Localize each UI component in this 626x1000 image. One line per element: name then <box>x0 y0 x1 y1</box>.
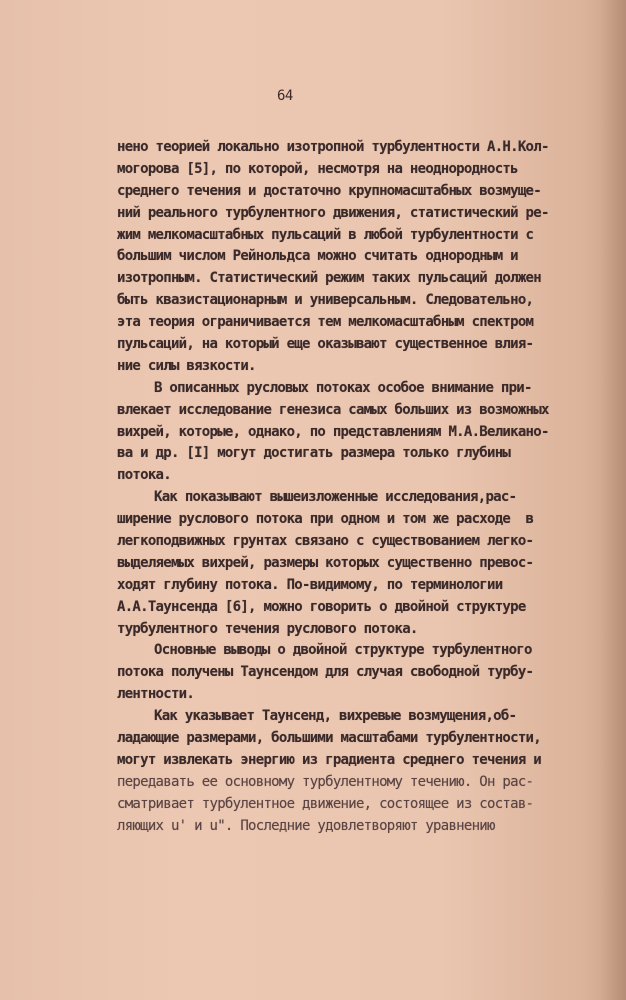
body-text <box>117 137 587 838</box>
paragraph-start-line: Основные выводы о двойной структуре турбулентного <box>154 642 532 659</box>
text-line: пульсаций, на который еще оказывают существенное влия- <box>117 336 534 353</box>
text-line: ладающие размерами, большими масштабами турбулентности, <box>117 730 541 747</box>
text-line: ва и др. [I] могут достигать размера только глубины <box>117 445 511 462</box>
text-line: среднего течения и достаточно крупномасштабных возмуще- <box>117 182 541 199</box>
text-line: быть квазистационарным и универсальным. Следовательно, <box>117 292 534 309</box>
text-line: изотропным. Статистический режим таких пульсаций должен <box>117 270 541 287</box>
page-edge-shadow <box>600 0 626 1000</box>
text-line: влекает исследование генезиса самых больших из возможных <box>117 401 549 418</box>
text-line: могорова [5], по которой, несмотря на неоднородность <box>117 160 518 177</box>
text-line: эта теория ограничивается тем мелкомасштабным спектром <box>117 314 534 331</box>
paragraph-start-line: Как указывает Таунсенд, вихревые возмущения,об- <box>154 708 517 725</box>
text-line: могут извлекать энергию из градиента среднего течения и <box>117 751 541 768</box>
text-line: жим мелкомасштабных пульсаций в любой турбулентности с <box>117 226 534 243</box>
text-line: лентности. <box>117 686 195 703</box>
text-line: вихрей, которые, однако, по представлениям М.А.Великано- <box>117 423 549 440</box>
text-line: передавать ее основному турбулентному течению. Он рас- <box>117 773 534 790</box>
paragraph-start-line: В описанных русловых потоках особое внимание при- <box>154 379 532 396</box>
text-line: потока получены Таунсендом для случая свободной турбу- <box>117 664 534 681</box>
text-line: нено теорией локально изотропной турбулентности А.Н.Кол- <box>117 139 549 155</box>
text-line: ходят глубину потока. По-видимому, по терминологии <box>117 576 503 593</box>
text-line: большим числом Рейнольдса можно считать однородным и <box>117 248 518 265</box>
text-line: А.А.Таунсенда [6], можно говорить о двойной структуре <box>117 598 526 615</box>
text-line: ний реального турбулентного движения, статистический ре- <box>117 204 549 221</box>
paragraph-start-line: Как показывают вышеизложенные исследования,рас- <box>154 489 517 506</box>
text-line: сматривает турбулентное движение, состоящее из состав- <box>117 795 534 812</box>
text-line: турбулентного течения руслового потока. <box>117 620 418 637</box>
text-line: ние силы вязкости. <box>117 357 256 374</box>
text-line: выделяемых вихрей, размеры которых существенно превос- <box>117 554 534 571</box>
page-number: 64 <box>277 88 293 104</box>
text-line: легкоподвижных грунтах связано с существованием легко- <box>117 533 534 550</box>
text-line: ширение руслового потока при одном и том же расходе в <box>117 511 534 528</box>
text-line: потока. <box>117 467 171 484</box>
text-line: ляющих u' и u". Последние удовлетворяют уравнению <box>117 817 495 834</box>
